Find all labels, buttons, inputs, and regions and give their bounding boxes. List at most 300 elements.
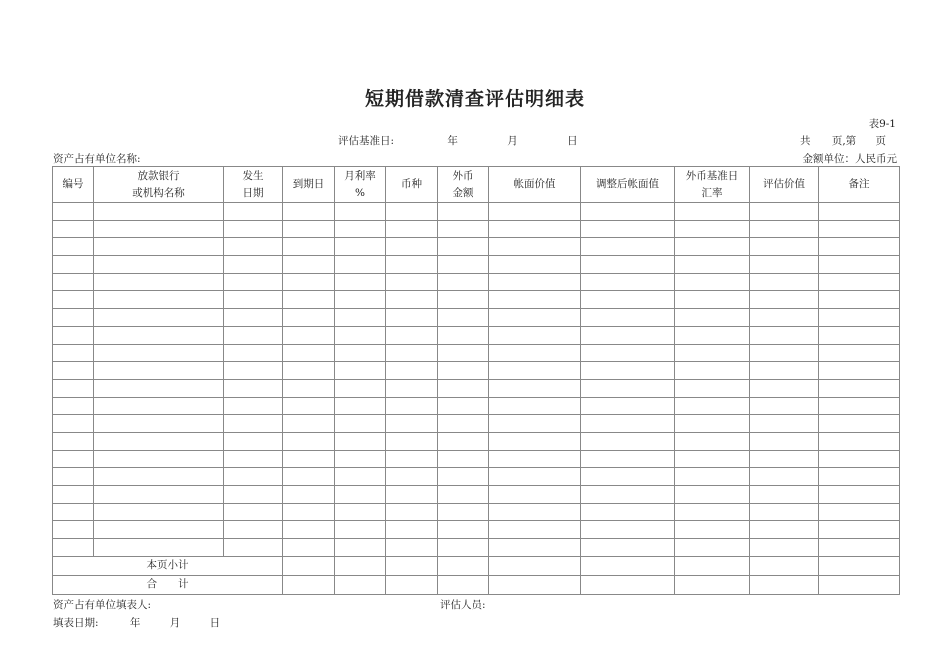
table-cell[interactable]	[819, 521, 900, 539]
table-cell[interactable]	[53, 362, 94, 380]
table-cell[interactable]	[224, 256, 283, 274]
table-cell[interactable]	[438, 256, 489, 274]
table-cell[interactable]	[489, 291, 581, 309]
table-cell[interactable]	[386, 468, 438, 486]
table-cell[interactable]	[581, 575, 675, 594]
table-cell[interactable]	[750, 362, 819, 380]
table-cell[interactable]	[750, 450, 819, 468]
table-cell[interactable]	[819, 309, 900, 327]
filler-label: 资产占有单位填表人:	[53, 599, 152, 611]
base-date-year: 年	[447, 135, 458, 147]
table-cell[interactable]	[94, 362, 224, 380]
column-header	[94, 167, 224, 203]
column-header	[386, 167, 438, 203]
table-cell[interactable]	[819, 220, 900, 238]
table-cell[interactable]	[386, 256, 438, 274]
table-cell[interactable]	[819, 238, 900, 256]
table-cell[interactable]	[224, 539, 283, 557]
table-cell[interactable]	[581, 521, 675, 539]
table-cell[interactable]	[53, 468, 94, 486]
table-cell[interactable]	[489, 379, 581, 397]
table-cell[interactable]	[53, 291, 94, 309]
table-cell[interactable]	[94, 203, 224, 221]
table-cell[interactable]	[335, 220, 386, 238]
table-cell[interactable]	[335, 256, 386, 274]
table-cell[interactable]	[438, 203, 489, 221]
table-cell[interactable]	[335, 397, 386, 415]
table-cell[interactable]	[224, 309, 283, 327]
table-cell[interactable]	[386, 450, 438, 468]
table-cell[interactable]	[386, 556, 438, 575]
table-cell[interactable]	[750, 326, 819, 344]
table-cell[interactable]	[335, 238, 386, 256]
table-cell[interactable]	[819, 362, 900, 380]
table-cell[interactable]	[283, 326, 335, 344]
table-cell[interactable]	[750, 238, 819, 256]
table-cell[interactable]	[224, 273, 283, 291]
table-cell[interactable]	[224, 291, 283, 309]
column-header-line1: 发生	[242, 169, 264, 182]
table-cell[interactable]	[224, 450, 283, 468]
table-cell[interactable]	[581, 468, 675, 486]
table-cell[interactable]	[53, 238, 94, 256]
table-cell[interactable]	[283, 503, 335, 521]
table-cell[interactable]	[819, 450, 900, 468]
total-row	[53, 575, 900, 594]
table-cell[interactable]	[94, 326, 224, 344]
table-cell[interactable]	[335, 468, 386, 486]
table-cell[interactable]	[53, 539, 94, 557]
table-cell[interactable]	[53, 503, 94, 521]
table-row	[53, 203, 900, 221]
table-cell[interactable]	[224, 503, 283, 521]
table-cell[interactable]	[489, 344, 581, 362]
table-cell[interactable]	[675, 450, 750, 468]
table-cell[interactable]	[581, 432, 675, 450]
table-cell[interactable]	[750, 203, 819, 221]
table-cell[interactable]	[386, 521, 438, 539]
table-cell[interactable]	[750, 486, 819, 504]
table-cell[interactable]	[489, 415, 581, 433]
table-cell[interactable]	[224, 238, 283, 256]
table-cell[interactable]	[489, 575, 581, 594]
table-cell[interactable]	[283, 486, 335, 504]
column-header	[53, 167, 94, 203]
table-cell[interactable]	[675, 397, 750, 415]
table-cell[interactable]	[489, 450, 581, 468]
table-cell[interactable]	[386, 273, 438, 291]
table-cell[interactable]	[438, 503, 489, 521]
table-cell[interactable]	[94, 309, 224, 327]
table-cell[interactable]	[819, 291, 900, 309]
table-cell[interactable]	[675, 415, 750, 433]
fill-date-line	[53, 615, 220, 630]
table-cell[interactable]	[750, 379, 819, 397]
table-cell[interactable]	[675, 291, 750, 309]
table-cell[interactable]	[283, 432, 335, 450]
table-cell[interactable]	[581, 256, 675, 274]
table-cell[interactable]	[489, 362, 581, 380]
table-cell[interactable]	[581, 539, 675, 557]
table-cell[interactable]	[675, 556, 750, 575]
table-cell[interactable]	[283, 415, 335, 433]
table-cell[interactable]	[489, 503, 581, 521]
table-cell[interactable]	[335, 344, 386, 362]
subtotal-row-label: 本页小计	[53, 556, 283, 575]
table-cell[interactable]	[489, 220, 581, 238]
table-cell[interactable]	[386, 309, 438, 327]
table-cell[interactable]	[335, 486, 386, 504]
table-cell[interactable]	[53, 415, 94, 433]
table-cell[interactable]	[750, 468, 819, 486]
table-cell[interactable]	[750, 415, 819, 433]
table-cell[interactable]	[94, 273, 224, 291]
table-cell[interactable]	[283, 220, 335, 238]
table-cell[interactable]	[581, 220, 675, 238]
table-cell[interactable]	[675, 503, 750, 521]
table-row	[53, 273, 900, 291]
table-cell[interactable]	[224, 203, 283, 221]
table-cell[interactable]	[750, 432, 819, 450]
table-cell[interactable]	[675, 344, 750, 362]
table-cell[interactable]	[283, 256, 335, 274]
table-cell[interactable]	[94, 238, 224, 256]
table-cell[interactable]	[581, 415, 675, 433]
table-cell[interactable]	[819, 468, 900, 486]
table-cell[interactable]	[53, 379, 94, 397]
table-cell[interactable]	[94, 415, 224, 433]
table-cell[interactable]	[53, 450, 94, 468]
table-cell[interactable]	[94, 468, 224, 486]
table-cell[interactable]	[53, 521, 94, 539]
table-cell[interactable]	[386, 291, 438, 309]
table-cell[interactable]	[94, 379, 224, 397]
table-cell[interactable]	[675, 326, 750, 344]
table-cell[interactable]	[819, 556, 900, 575]
table-cell[interactable]	[489, 309, 581, 327]
table-row	[53, 450, 900, 468]
table-cell[interactable]	[438, 291, 489, 309]
table-cell[interactable]	[581, 450, 675, 468]
table-cell[interactable]	[819, 432, 900, 450]
table-cell[interactable]	[438, 273, 489, 291]
table-cell[interactable]	[675, 273, 750, 291]
table-cell[interactable]	[283, 379, 335, 397]
table-cell[interactable]	[283, 291, 335, 309]
table-cell[interactable]	[224, 521, 283, 539]
table-cell[interactable]	[335, 203, 386, 221]
table-cell[interactable]	[750, 556, 819, 575]
table-cell[interactable]	[335, 415, 386, 433]
table-cell[interactable]	[224, 432, 283, 450]
table-cell[interactable]	[581, 273, 675, 291]
table-cell[interactable]	[224, 468, 283, 486]
table-cell[interactable]	[94, 291, 224, 309]
table-cell[interactable]	[224, 397, 283, 415]
table-cell[interactable]	[819, 344, 900, 362]
table-cell[interactable]	[386, 362, 438, 380]
column-header	[581, 167, 675, 203]
table-cell[interactable]	[53, 486, 94, 504]
table-cell[interactable]	[283, 362, 335, 380]
table-cell[interactable]	[94, 521, 224, 539]
table-cell[interactable]	[438, 309, 489, 327]
table-cell[interactable]	[94, 486, 224, 504]
table-cell[interactable]	[750, 397, 819, 415]
table-cell[interactable]	[283, 539, 335, 557]
table-cell[interactable]	[94, 256, 224, 274]
table-row	[53, 379, 900, 397]
table-row	[53, 468, 900, 486]
table-cell[interactable]	[53, 256, 94, 274]
table-cell[interactable]	[675, 362, 750, 380]
table-cell[interactable]	[581, 326, 675, 344]
table-cell[interactable]	[819, 486, 900, 504]
table-cell[interactable]	[675, 379, 750, 397]
table-cell[interactable]	[335, 503, 386, 521]
table-cell[interactable]	[283, 556, 335, 575]
table-cell[interactable]	[438, 344, 489, 362]
table-cell[interactable]	[675, 256, 750, 274]
table-cell[interactable]	[386, 486, 438, 504]
table-cell[interactable]	[335, 556, 386, 575]
table-cell[interactable]	[819, 379, 900, 397]
table-cell[interactable]	[750, 273, 819, 291]
table-cell[interactable]	[750, 503, 819, 521]
fill-date-label: 填表日期:	[53, 617, 99, 629]
table-cell[interactable]	[386, 575, 438, 594]
table-cell[interactable]	[489, 326, 581, 344]
table-cell[interactable]	[750, 220, 819, 238]
table-cell[interactable]	[489, 556, 581, 575]
page-counter	[800, 133, 886, 148]
table-cell[interactable]	[438, 379, 489, 397]
column-header	[819, 167, 900, 203]
table-cell[interactable]	[438, 486, 489, 504]
table-cell[interactable]	[283, 575, 335, 594]
table-cell[interactable]	[819, 415, 900, 433]
table-cell[interactable]	[386, 432, 438, 450]
table-cell[interactable]	[283, 238, 335, 256]
table-cell[interactable]	[283, 203, 335, 221]
base-date-day: 日	[567, 135, 578, 147]
column-header-line2: 日期	[242, 186, 264, 199]
table-cell[interactable]	[386, 415, 438, 433]
table-cell[interactable]	[489, 486, 581, 504]
table-cell[interactable]	[53, 273, 94, 291]
table-cell[interactable]	[283, 450, 335, 468]
table-cell[interactable]	[581, 486, 675, 504]
table-cell[interactable]	[224, 362, 283, 380]
column-header	[224, 167, 283, 203]
table-cell[interactable]	[94, 397, 224, 415]
table-row	[53, 415, 900, 433]
table-cell[interactable]	[489, 273, 581, 291]
table-cell[interactable]	[224, 415, 283, 433]
table-cell[interactable]	[581, 291, 675, 309]
table-cell[interactable]	[438, 539, 489, 557]
table-cell[interactable]	[386, 397, 438, 415]
table-cell[interactable]	[53, 344, 94, 362]
table-cell[interactable]	[438, 575, 489, 594]
table-cell[interactable]	[335, 432, 386, 450]
table-cell[interactable]	[819, 326, 900, 344]
table-cell[interactable]	[489, 539, 581, 557]
table-cell[interactable]	[819, 256, 900, 274]
table-cell[interactable]	[581, 362, 675, 380]
column-header	[489, 167, 581, 203]
unit-name-label: 资产占有单位名称:	[53, 153, 141, 165]
table-cell[interactable]	[675, 521, 750, 539]
fill-date-month: 月	[169, 617, 181, 629]
table-cell[interactable]	[224, 220, 283, 238]
table-cell[interactable]	[750, 521, 819, 539]
table-cell[interactable]	[386, 203, 438, 221]
table-cell[interactable]	[94, 220, 224, 238]
table-cell[interactable]	[675, 203, 750, 221]
table-cell[interactable]	[489, 432, 581, 450]
table-cell[interactable]	[335, 450, 386, 468]
table-cell[interactable]	[53, 397, 94, 415]
table-cell[interactable]	[819, 539, 900, 557]
table-cell[interactable]	[386, 238, 438, 256]
table-cell[interactable]	[675, 486, 750, 504]
table-cell[interactable]	[489, 521, 581, 539]
table-cell[interactable]	[750, 539, 819, 557]
table-cell[interactable]	[438, 220, 489, 238]
table-cell[interactable]	[438, 521, 489, 539]
table-cell[interactable]	[675, 238, 750, 256]
table-cell[interactable]	[489, 203, 581, 221]
table-cell[interactable]	[750, 291, 819, 309]
table-cell[interactable]	[438, 556, 489, 575]
table-cell[interactable]	[224, 486, 283, 504]
table-cell[interactable]	[819, 203, 900, 221]
table-cell[interactable]	[489, 256, 581, 274]
table-row	[53, 486, 900, 504]
table-cell[interactable]	[438, 238, 489, 256]
table-cell[interactable]	[581, 556, 675, 575]
table-cell[interactable]	[335, 309, 386, 327]
table-cell[interactable]	[53, 220, 94, 238]
table-cell[interactable]	[581, 344, 675, 362]
base-date-label: 评估基准日:	[338, 135, 395, 147]
table-cell[interactable]	[489, 238, 581, 256]
table-cell[interactable]	[283, 521, 335, 539]
table-cell[interactable]	[581, 238, 675, 256]
table-row	[53, 397, 900, 415]
column-header-line1: 外币	[452, 169, 474, 182]
table-cell[interactable]	[94, 539, 224, 557]
table-cell[interactable]	[581, 397, 675, 415]
table-cell[interactable]	[224, 344, 283, 362]
table-cell[interactable]	[283, 344, 335, 362]
table-cell[interactable]	[675, 220, 750, 238]
table-cell[interactable]	[438, 432, 489, 450]
table-cell[interactable]	[675, 468, 750, 486]
table-cell[interactable]	[386, 326, 438, 344]
table-cell[interactable]	[53, 326, 94, 344]
table-cell[interactable]	[94, 450, 224, 468]
base-date-line	[338, 133, 578, 148]
table-cell[interactable]	[53, 309, 94, 327]
table-cell[interactable]	[335, 539, 386, 557]
form-number: 表9-1	[868, 118, 896, 130]
table-cell[interactable]	[386, 539, 438, 557]
table-cell[interactable]	[335, 326, 386, 344]
table-cell[interactable]	[438, 326, 489, 344]
table-cell[interactable]	[438, 450, 489, 468]
table-cell[interactable]	[94, 432, 224, 450]
base-date-month: 月	[507, 135, 518, 147]
page-title: 短期借款清查评估明细表	[364, 88, 585, 110]
table-cell[interactable]	[335, 273, 386, 291]
table-cell[interactable]	[335, 521, 386, 539]
subtotal-row	[53, 556, 900, 575]
table-cell[interactable]	[750, 344, 819, 362]
table-cell[interactable]	[819, 273, 900, 291]
column-header	[283, 167, 335, 203]
table-row	[53, 344, 900, 362]
table-cell[interactable]	[386, 503, 438, 521]
table-cell[interactable]	[283, 273, 335, 291]
table-cell[interactable]	[819, 503, 900, 521]
table-cell[interactable]	[750, 309, 819, 327]
table-cell[interactable]	[438, 468, 489, 486]
table-cell[interactable]	[489, 397, 581, 415]
table-cell[interactable]	[489, 468, 581, 486]
table-cell[interactable]	[819, 575, 900, 594]
table-cell[interactable]	[819, 397, 900, 415]
table-cell[interactable]	[675, 539, 750, 557]
table-cell[interactable]	[438, 362, 489, 380]
column-header-line1: 到期日	[292, 178, 325, 190]
table-cell[interactable]	[335, 379, 386, 397]
table-cell[interactable]	[581, 379, 675, 397]
table-cell[interactable]	[438, 397, 489, 415]
column-header-line1: 评估价值	[763, 178, 805, 190]
table-cell[interactable]	[675, 575, 750, 594]
table-cell[interactable]	[224, 379, 283, 397]
table-cell[interactable]	[750, 575, 819, 594]
table-cell[interactable]	[386, 220, 438, 238]
table-cell[interactable]	[386, 379, 438, 397]
table-cell[interactable]	[94, 344, 224, 362]
table-cell[interactable]	[581, 309, 675, 327]
table-cell[interactable]	[581, 203, 675, 221]
table-cell[interactable]	[335, 362, 386, 380]
table-cell[interactable]	[675, 432, 750, 450]
table-cell[interactable]	[283, 397, 335, 415]
table-cell[interactable]	[675, 309, 750, 327]
table-cell[interactable]	[283, 309, 335, 327]
table-cell[interactable]	[53, 432, 94, 450]
table-cell[interactable]	[335, 575, 386, 594]
table-cell[interactable]	[224, 326, 283, 344]
table-cell[interactable]	[53, 203, 94, 221]
table-cell[interactable]	[581, 503, 675, 521]
table-row	[53, 309, 900, 327]
table-cell[interactable]	[750, 256, 819, 274]
table-cell[interactable]	[386, 344, 438, 362]
table-row	[53, 220, 900, 238]
column-header	[675, 167, 750, 203]
table-cell[interactable]	[335, 291, 386, 309]
table-cell[interactable]	[94, 503, 224, 521]
table-cell[interactable]	[283, 468, 335, 486]
column-header-line1: 放款银行	[137, 169, 180, 182]
table-cell[interactable]	[438, 415, 489, 433]
